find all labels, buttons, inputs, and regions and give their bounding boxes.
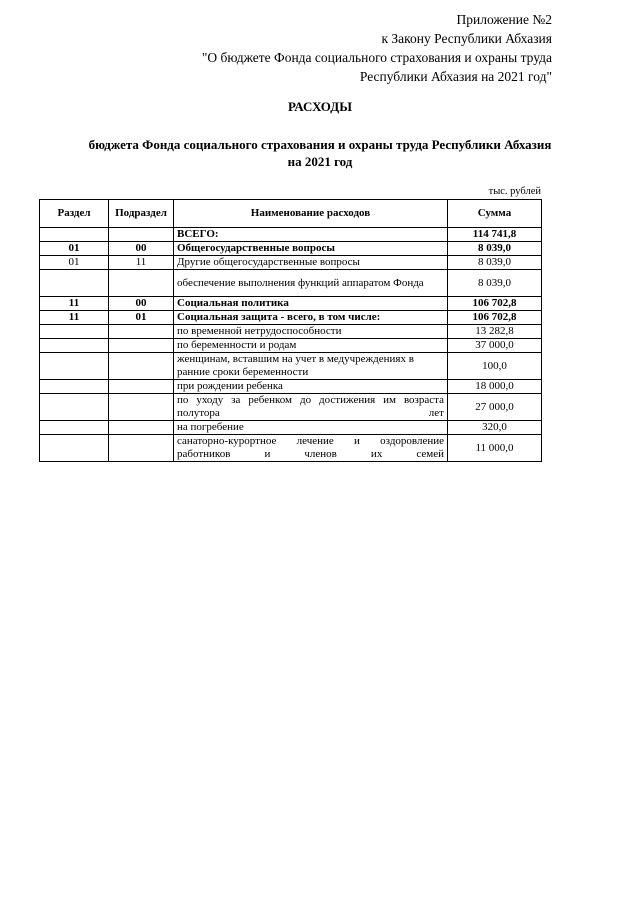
sum-cell: 100,0 (448, 353, 542, 380)
table-row (40, 435, 542, 462)
section-cell (40, 435, 109, 462)
document-subtitle (40, 136, 600, 170)
annex-line-1: Приложение №2 (456, 12, 552, 27)
name-cell: по временной нетрудоспособности (174, 325, 448, 339)
section-cell (40, 380, 109, 394)
sum-cell: 8 039,0 (448, 256, 542, 270)
sum-cell: 8 039,0 (448, 270, 542, 297)
subsection-cell (109, 325, 174, 339)
section-cell (40, 421, 109, 435)
sum-cell: 106 702,8 (448, 311, 542, 325)
table-row (40, 297, 542, 311)
table-row (40, 421, 542, 435)
name-cell: санаторно-курортное лечение и оздоровление работников и членов их семей (174, 435, 448, 462)
table-row (40, 256, 542, 270)
subtitle-line-1: бюджета Фонда социального страхования и охраны труда Республики Абхазия (88, 137, 552, 152)
section-cell (40, 353, 109, 380)
name-cell: на погребение (174, 421, 448, 435)
section-cell (40, 325, 109, 339)
name-cell: ВСЕГО: (174, 228, 448, 242)
name-cell: Другие общегосударственные вопросы (174, 256, 448, 270)
expenses-table (39, 199, 542, 462)
document-title: РАСХОДЫ (288, 99, 352, 114)
table-row (40, 380, 542, 394)
annex-line-2: к Закону Республики Абхазия (381, 31, 552, 46)
name-cell: по беременности и родам (174, 339, 448, 353)
table-row (40, 311, 542, 325)
annex-block (202, 10, 552, 86)
table-row (40, 325, 542, 339)
table-row (40, 339, 542, 353)
header-subsection: Подраздел (109, 200, 174, 228)
name-cell: Социальная политика (174, 297, 448, 311)
subsection-cell (109, 339, 174, 353)
section-cell: 11 (40, 311, 109, 325)
table-header-row (40, 200, 542, 228)
name-cell: Общегосударственные вопросы (174, 242, 448, 256)
sum-cell: 320,0 (448, 421, 542, 435)
units-label: тыс. рублей (488, 186, 541, 197)
sum-cell: 13 282,8 (448, 325, 542, 339)
subsection-cell (109, 270, 174, 297)
subsection-cell: 00 (109, 297, 174, 311)
header-section: Раздел (40, 200, 109, 228)
subsection-cell: 01 (109, 311, 174, 325)
table-row (40, 353, 542, 380)
sum-cell: 18 000,0 (448, 380, 542, 394)
sum-cell: 27 000,0 (448, 394, 542, 421)
subsection-cell (109, 228, 174, 242)
section-cell (40, 339, 109, 353)
sum-cell: 114 741,8 (448, 228, 542, 242)
header-name: Наименование расходов (174, 200, 448, 228)
subsection-cell (109, 435, 174, 462)
table-row (40, 242, 542, 256)
sum-cell: 106 702,8 (448, 297, 542, 311)
section-cell (40, 228, 109, 242)
subsection-cell (109, 380, 174, 394)
name-cell: обеспечение выполнения функций аппаратом Фонда (174, 270, 448, 297)
table-row (40, 228, 542, 242)
header-sum: Сумма (448, 200, 542, 228)
sum-cell: 8 039,0 (448, 242, 542, 256)
subsection-cell (109, 353, 174, 380)
annex-line-3: "О бюджете Фонда социального страхования и охраны труда (201, 50, 552, 65)
section-cell (40, 270, 109, 297)
table-row (40, 394, 542, 421)
section-cell: 01 (40, 242, 109, 256)
sum-cell: 37 000,0 (448, 339, 542, 353)
subsection-cell (109, 421, 174, 435)
subsection-cell: 00 (109, 242, 174, 256)
section-cell: 01 (40, 256, 109, 270)
subtitle-line-2: на 2021 год (287, 154, 353, 169)
name-cell: при рождении ребенка (174, 380, 448, 394)
name-cell: по уходу за ребенком до достижения им возраста полутора лет (174, 394, 448, 421)
sum-cell: 11 000,0 (448, 435, 542, 462)
section-cell (40, 394, 109, 421)
section-cell: 11 (40, 297, 109, 311)
table-row (40, 270, 542, 297)
subsection-cell: 11 (109, 256, 174, 270)
name-cell: Социальная защита - всего, в том числе: (174, 311, 448, 325)
subsection-cell (109, 394, 174, 421)
name-cell: женщинам, вставшим на учет в медучреждениях в ранние сроки беременности (174, 353, 448, 380)
annex-line-4: Республики Абхазия на 2021 год" (359, 69, 552, 84)
